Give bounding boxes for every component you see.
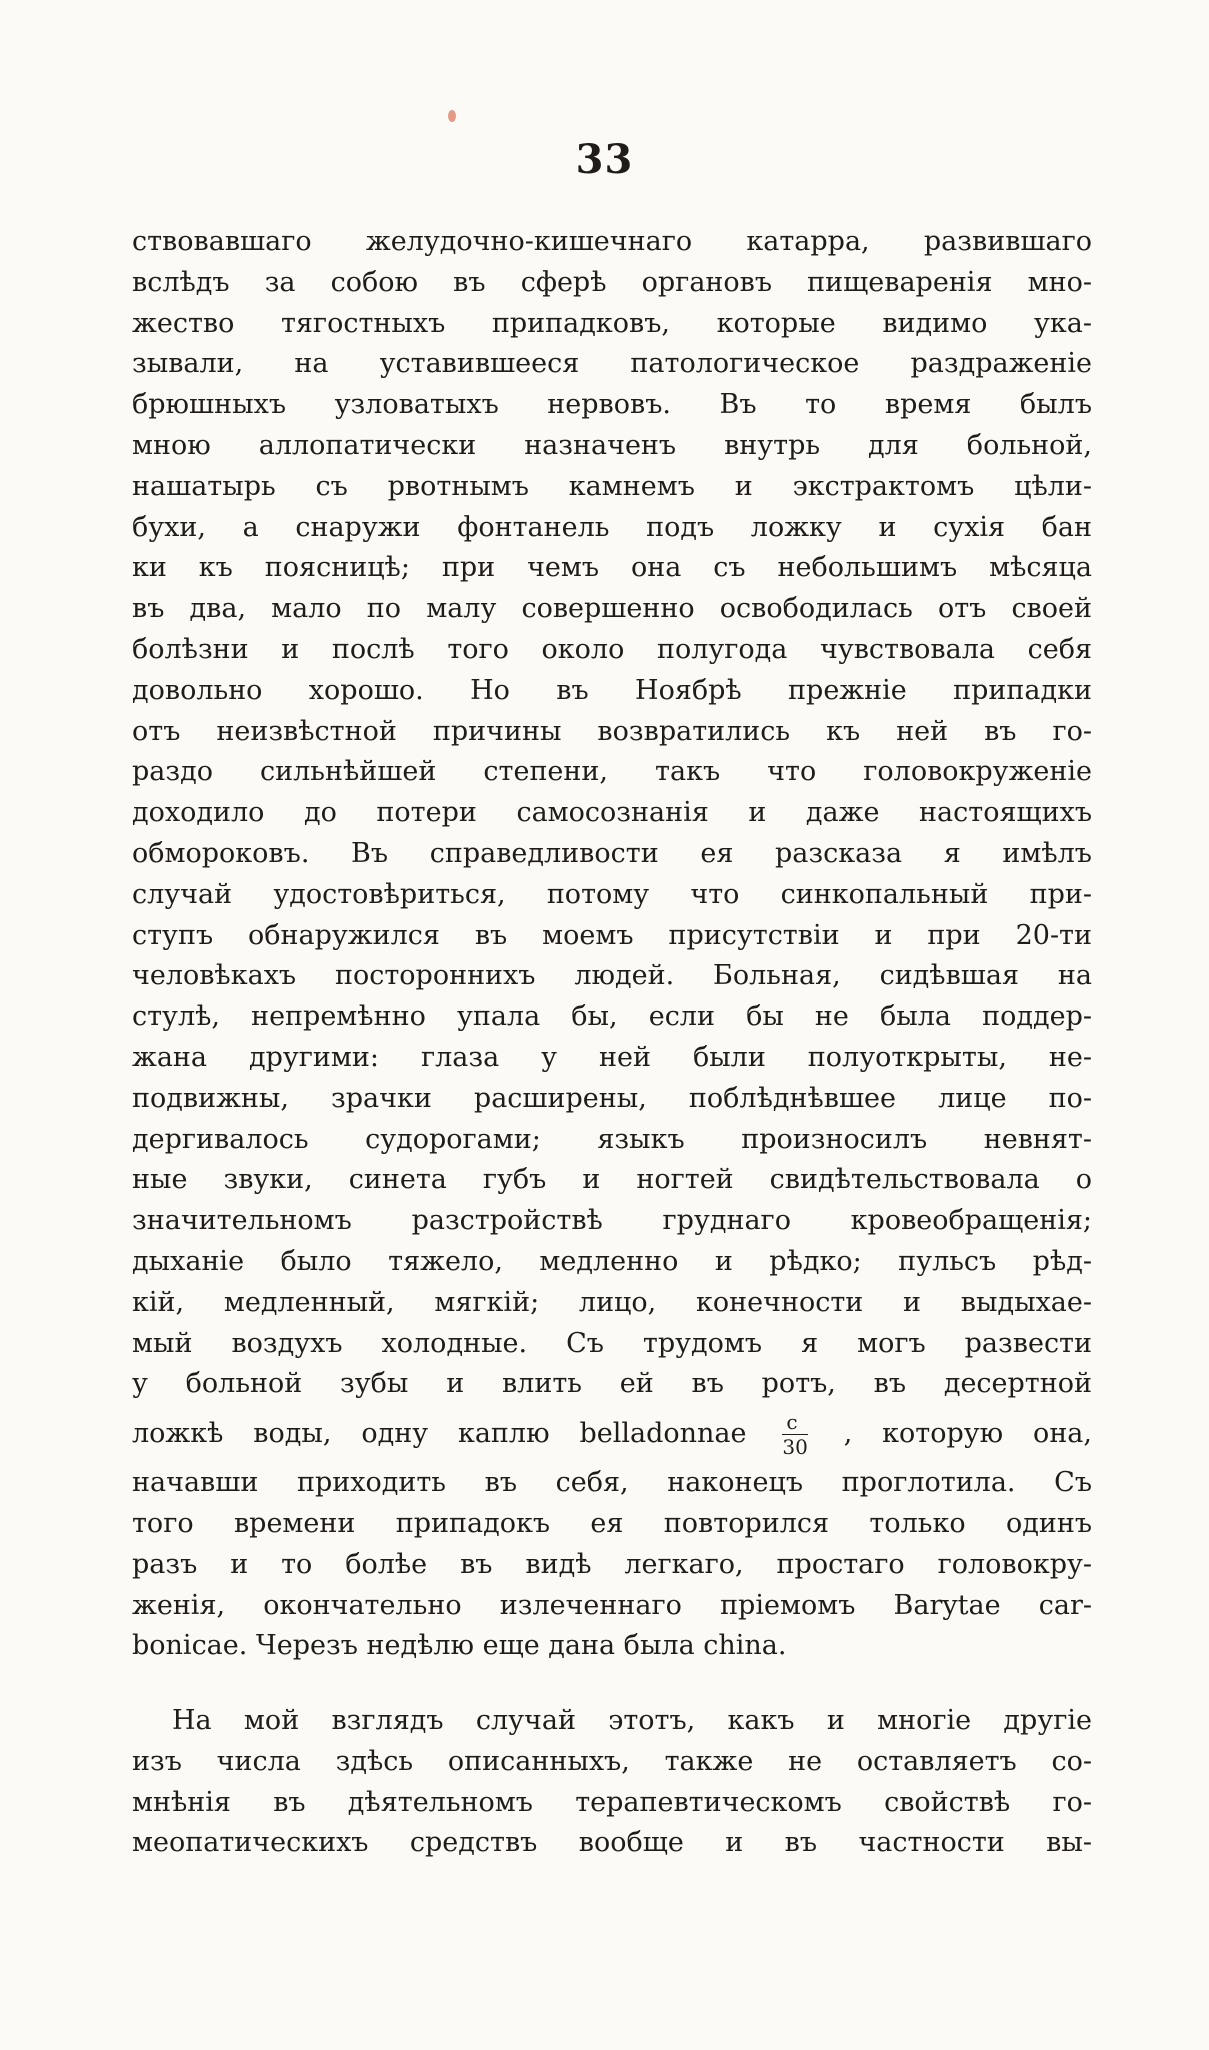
text-line: начавши приходить въ себя, наконецъ проглотила. Съ <box>132 1467 1092 1499</box>
text-line: На мой взглядъ случай этотъ, какъ и многіе другіе <box>172 1705 1092 1737</box>
text-line: значительномъ разстройствѣ груднаго кровеобращенія; <box>132 1205 1092 1237</box>
fraction-line-after: , которую она, <box>843 1418 1092 1450</box>
dose-fraction <box>782 1410 808 1460</box>
text-line: меопатическихъ средствъ вообще и въ частности вы- <box>132 1827 1092 1859</box>
text-line: мый воздухъ холодные. Съ трудомъ я могъ развести <box>132 1327 1092 1359</box>
body-text <box>132 222 1092 1864</box>
text-line: дыханіе было тяжело, медленно и рѣдко; пульсъ рѣд- <box>132 1245 1092 1277</box>
text-line: у больной зубы и влить ей въ ротъ, въ десертной <box>132 1368 1092 1400</box>
text-line: нашатырь съ рвотнымъ камнемъ и экстрактомъ цѣли- <box>132 470 1092 502</box>
text-line: того времени припадокъ ея повторился только одинъ <box>132 1507 1092 1539</box>
text-line: bonicae. Черезъ недѣлю еще дана была china. <box>132 1630 787 1662</box>
text-line: обмороковъ. Въ справедливости ея разсказа я имѣлъ <box>132 837 1092 869</box>
text-line: ки къ поясницѣ; при чемъ она съ небольшимъ мѣсяца <box>132 552 1092 584</box>
text-line: дергивалось судорогами; языкъ произносилъ невнят- <box>132 1123 1092 1155</box>
ink-stain <box>448 110 456 122</box>
text-line: подвижны, зрачки расширены, поблѣднѣвшее лице по- <box>132 1082 1092 1114</box>
text-line: брюшныхъ узловатыхъ нервовъ. Въ то время былъ <box>132 389 1092 421</box>
text-line: вслѣдъ за собою въ сферѣ органовъ пищеваренія мно- <box>132 266 1092 298</box>
text-line: ступъ обнаружился въ моемъ присутствіи и при 20-ти <box>132 919 1092 951</box>
text-line: случай удостовѣриться, потому что синкопальный при- <box>132 878 1092 910</box>
text-line: болѣзни и послѣ того около полугода чувствовала себя <box>132 633 1092 665</box>
text-line: кій, медленный, мягкій; лицо, конечности и выдыхае- <box>132 1286 1092 1318</box>
text-line: мнѣнія въ дѣятельномъ терапевтическомъ свойствѣ го- <box>132 1786 1092 1818</box>
text-line: ствовавшаго желудочно-кишечнаго катарра, развившаго <box>132 226 1092 257</box>
text-line: жество тягостныхъ припадковъ, которые видимо ука- <box>132 307 1092 339</box>
text-line: въ два, мало по малу совершенно освободилась отъ своей <box>132 593 1092 625</box>
text-line: довольно хорошо. Но въ Ноябрѣ прежніе припадки <box>132 674 1092 706</box>
text-line: раздо сильнѣйшей степени, такъ что головокруженіе <box>132 756 1092 788</box>
text-line: зывали, на уставившееся патологическое раздраженіе <box>132 348 1092 380</box>
text-line: отъ неизвѣстной причины возвратились къ ней въ го- <box>132 715 1092 747</box>
text-line: стулѣ, непремѣнно упала бы, если бы не была поддер- <box>132 1001 1092 1033</box>
text-line: мною аллопатически назначенъ внутрь для больной, <box>132 429 1092 461</box>
text-line: бухи, а снаружи фонтанель подъ ложку и сухія бан <box>132 511 1092 543</box>
page-number: 33 <box>575 136 634 183</box>
text-line: человѣкахъ постороннихъ людей. Больная, сидѣвшая на <box>132 960 1092 992</box>
text-line: разъ и то болѣе въ видѣ легкаго, простаго головокру- <box>132 1548 1092 1580</box>
fraction-denominator: 30 <box>782 1435 808 1460</box>
text-line: жана другими: глаза у ней были полуоткрыты, не- <box>132 1041 1092 1073</box>
fraction-line-before: ложкѣ воды, одну каплю belladonnae <box>132 1418 747 1450</box>
text-line: изъ числа здѣсь описанныхъ, также не оставляетъ со- <box>132 1745 1092 1777</box>
text-line: доходило до потери самосознанія и даже настоящихъ <box>132 797 1092 829</box>
fraction-numerator: c <box>782 1412 807 1435</box>
text-line: ные звуки, синета губъ и ногтей свидѣтельствовала о <box>132 1164 1092 1196</box>
text-line: женія, окончательно излеченнаго пріемомъ Barytae car- <box>132 1589 1092 1621</box>
paragraph-gap <box>132 1667 1092 1701</box>
text-line-with-fraction <box>132 1405 1092 1463</box>
